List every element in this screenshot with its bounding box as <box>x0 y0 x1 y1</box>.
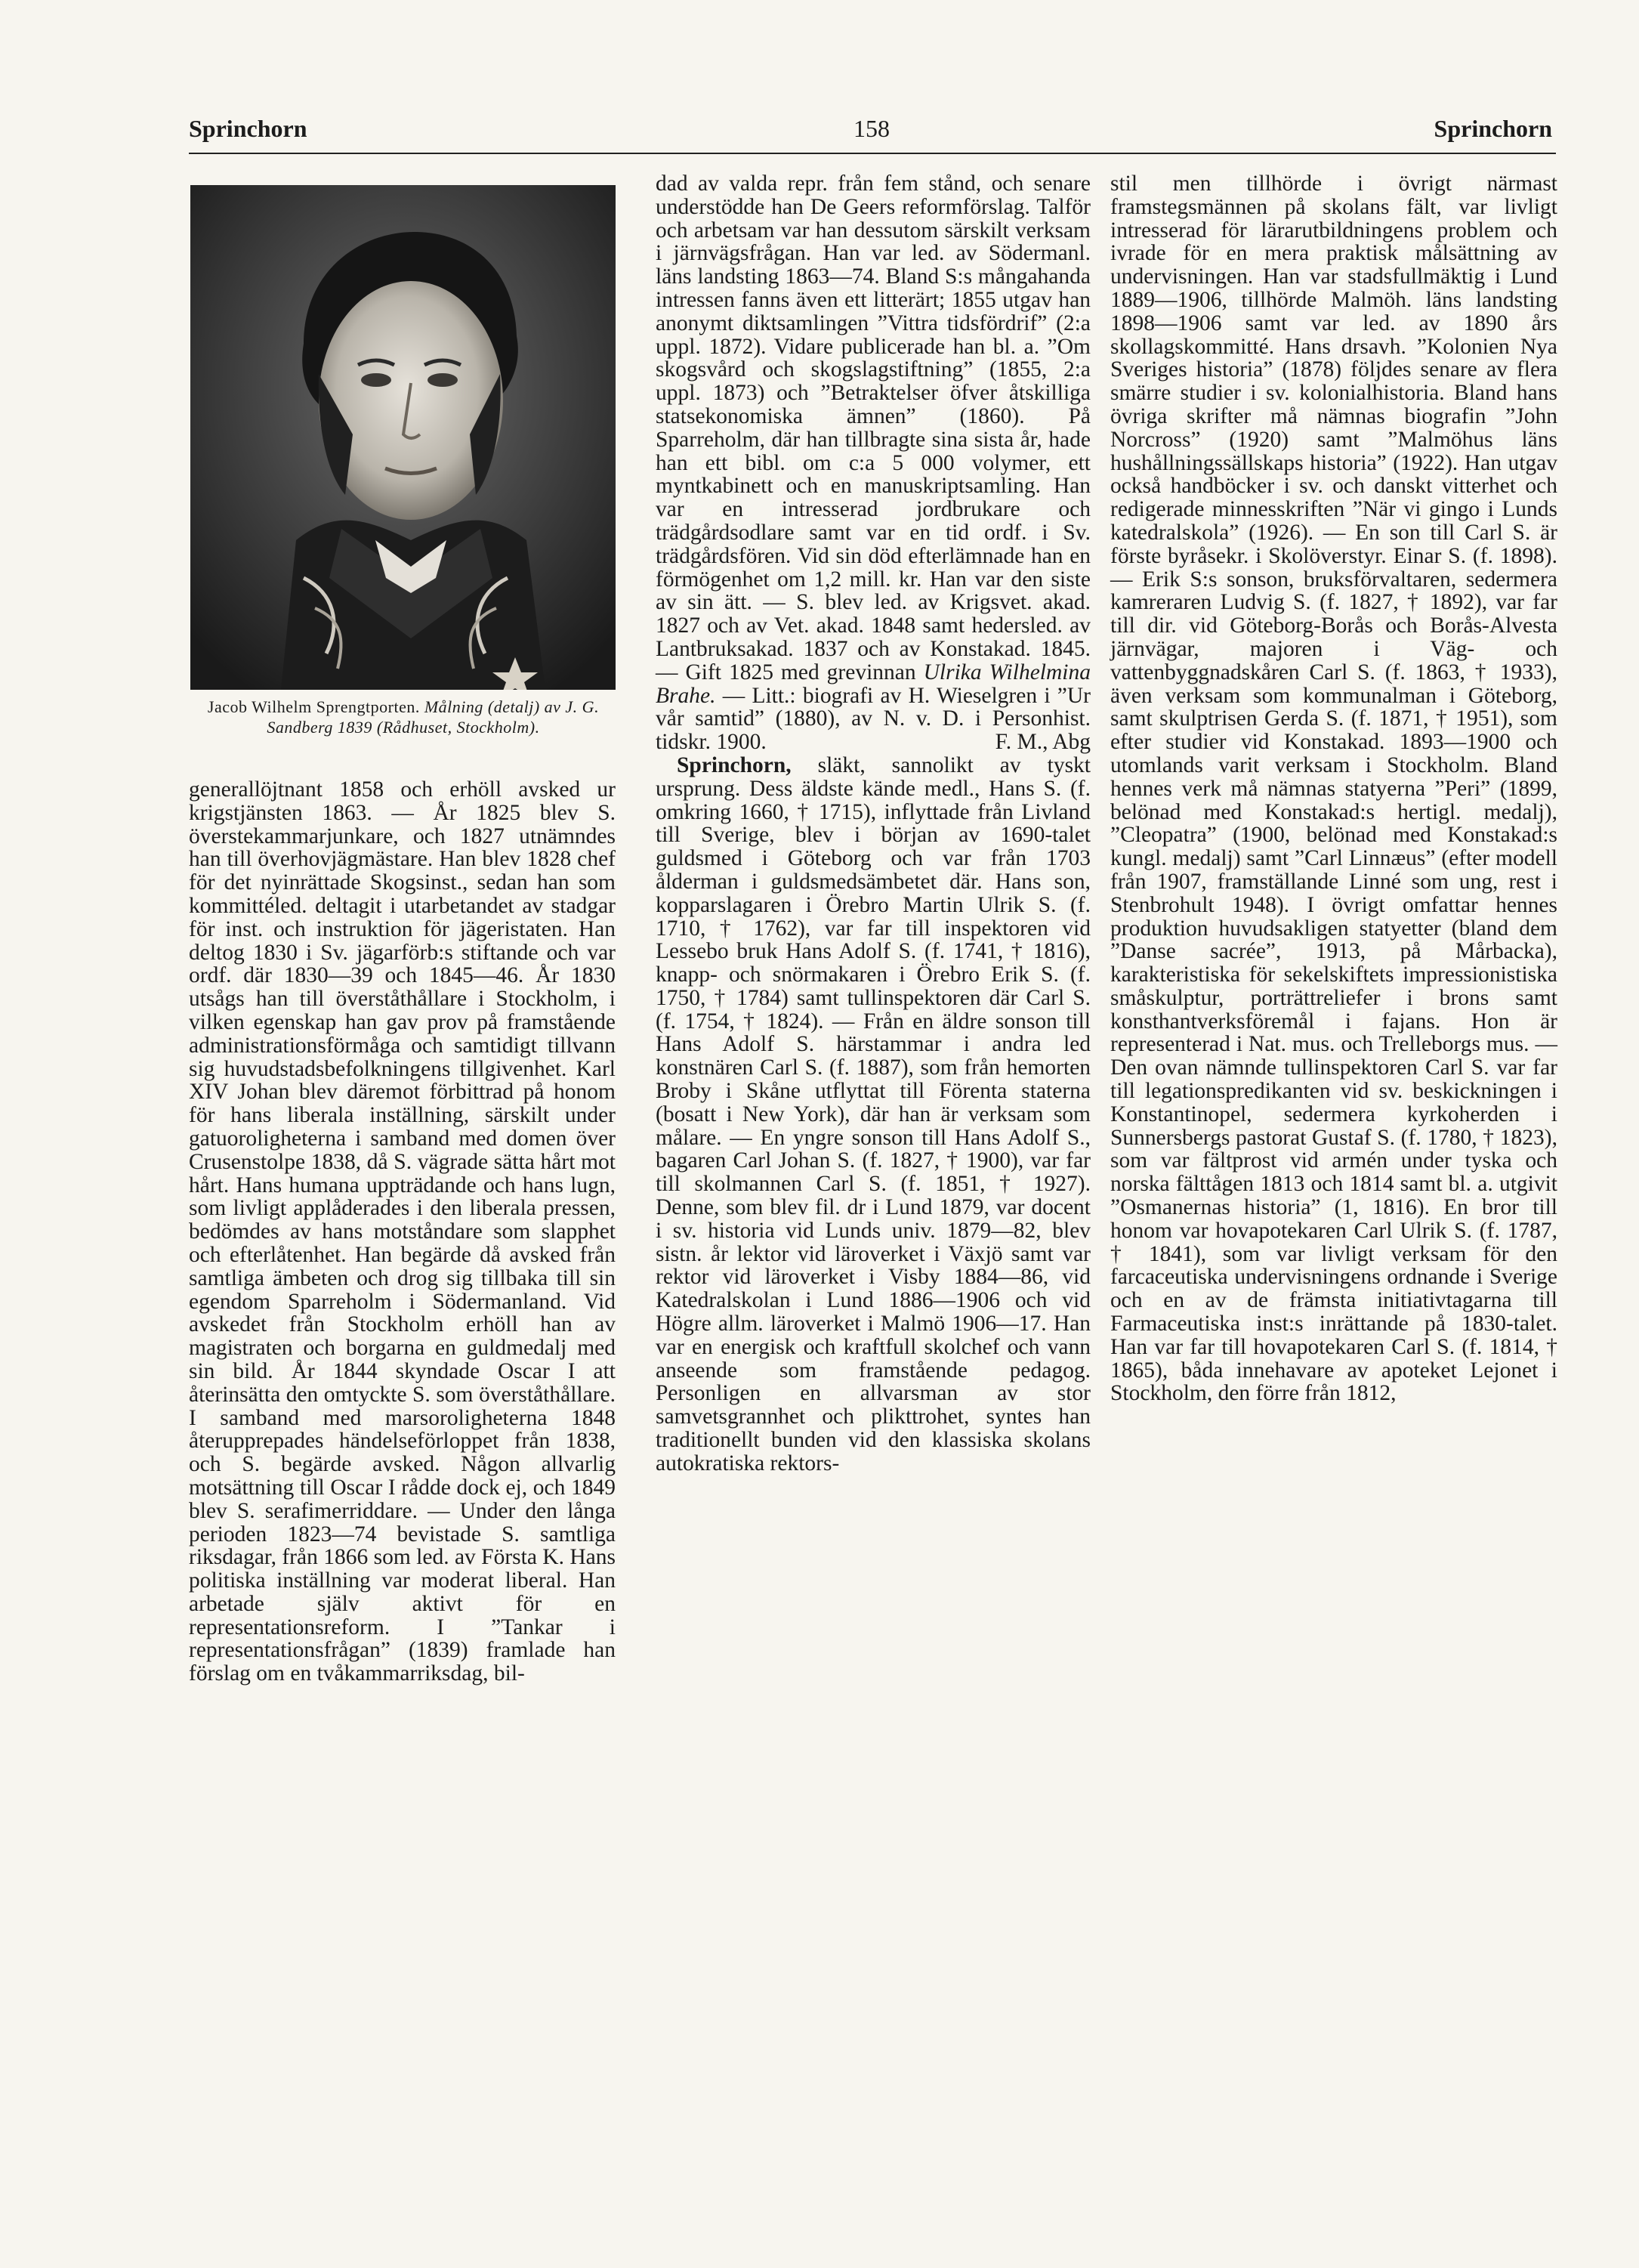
entry-heading: Sprinchorn, <box>677 752 792 777</box>
paragraph-sprengtporten-end <box>656 172 1091 754</box>
paragraph-text: dad av valda repr. från fem stånd, och senare understödde han De Geers reformförslag. Talför och arbetsam var han dessutom särskilt verksam i järnvägsfrågan. Han var led. av Södermanl. läns landsting 1863—74. Bland S:s mångahanda intressen fanns även ett litterärt; 1855 utgav han anonymt diktsamlingen ”Vittra tidsfördrif” (2:a uppl. 1872). Vidare publicerade han bl. a. ”Om skogsvård och skogslagstiftning” (1855, 2:a uppl. 1873) och ”Betraktelser öfver åtskilliga statsekonomiska ämnen” (1860). På Sparreholm, där han tillbragte sina sista år, hade han ett bibl. om c:a 5 000 volymer, ett myntkabinett och en manuskriptsamling. Han var en intresserad jordbrukare och trädgårdsodlare samt var en tid ordf. i Sv. trädgårdsfören. Vid sin död efterlämnade han en förmögenhet om 1,2 mill. kr. Han var den siste av sin ätt. — S. blev led. av Krigsvet. akad. 1827 och av Vet. akad. 1848 samt hedersled. av Lantbruksakad. 1837 och av Konstakad. 1845. — Gift 1825 med grevinnan <box>656 171 1091 684</box>
paragraph-sprinchorn <box>656 754 1091 1475</box>
running-head-left: Sprinchorn <box>189 115 307 142</box>
author-signature: F. M., Abg <box>995 730 1091 755</box>
spouse-name: Ulrika Wilhelmina Brahe. <box>656 660 1091 708</box>
page-number: 158 <box>853 115 890 142</box>
column-3 <box>1110 172 1557 1405</box>
portrait-drawing <box>190 185 616 690</box>
caption-credit: Målning (detalj) av J. G. Sandberg 1839 (Rådhuset, Stockholm). <box>267 697 600 737</box>
running-head-right: Sprinchorn <box>1434 115 1552 142</box>
entry-text: släkt, sannolikt av tyskt ursprung. Dess äldste kände medl., Hans S. (f. omkring 1660, † 1715), inflyttade från Livland till Sverige, blev i början av 1690-talet guldsmed i Göteborg och var från 1703 ålderman i guldsmedsämbetet där. Hans son, kopparslagaren i Örebro Martin Ulrik S. (f. 1710, † 1762), var far till inspektoren vid Lessebo bruk Hans Adolf S. (f. 1741, † 1816), knapp- och snörmakaren i Örebro Erik S. (f. 1750, † 1784) samt tullinspektoren där Carl S. (f. 1754, † 1824). — Från en äldre sonson till Hans Adolf S. härstammar i andra led konstnären Carl S. (f. 1887), som från hemorten Broby i Skåne utflyttat till Förenta staterna (bosatt i New York), där han är verksam som målare. — En yngre sonson till Hans Adolf S., bagaren Carl Johan S. (f. 1827, † 1900), var far till skolmannen Carl S. (f. 1851, † 1927). Denne, som blev fil. dr i Lund 1879, var docent i sv. historia vid Lunds univ. 1879—82, blev sistn. år lektor vid läroverket i Växjö samt var rektor vid läroverket i Visby 1884—86, vid Katedralskolan i Lund 1886—1906 och vid Högre allm. läroverket i Malmö 1906—17. Han var en energisk och kraftfull skolchef och vann anseende som framstående pedagog. Personligen en allvarsman av stor samvetsgrannhet och plikttrohet, syntes han traditionellt bunden vid den klassiska skolans autokratiska rektors- <box>656 752 1091 1475</box>
header-rule <box>189 153 1556 154</box>
literature-note: — Litt.: biografi av H. Wieselgren i ”Ur vår samtid” (1880), av N. v. D. i Personhist. tidskr. 1900. <box>656 683 1091 755</box>
caption-name: Jacob Wilhelm Sprengtporten. <box>207 697 424 716</box>
column-1 <box>189 778 616 1686</box>
portrait-caption <box>189 697 618 737</box>
column-3-text: stil men tillhörde i övrigt närmast framstegsmännen på skolans fält, var livligt intresserad för lärarutbildningens problem och ivrade för en mera praktisk målsättning av undervisningen. Han var stadsfullmäktig i Lund 1889—1906, tillhörde Malmöh. läns landsting 1898—1906 samt var led. av 1890 års skollagskommitté. Hans drsavh. ”Kolonien Nya Sveriges historia” (1878) följdes senare av flera smärre studier i sv. kolonialhistoria. Bland hans övriga skrifter må nämnas biografin ”John Norcross” (1920) samt ”Malmöhus läns hushållningssällskaps historia” (1922). Han utgav också handböcker i sv. och danskt vitterhet och redigerade minnesskriften ”När vi gingo i Lunds katedralskola” (1926). — En son till Carl S. är förste byråsekr. i Skolöverstyr. Einar S. (f. 1898). — Erik S:s sonson, bruksförvaltaren, sedermera kamreraren Ludvig S. (f. 1827, † 1892), var far till dir. vid Göteborg-Borås och Borås-Alvesta järnvägar, majoren i Väg- och vattenbyggnadskåren Carl S. (f. 1863, † 1933), även verksam som kommunalman i Göteborg, samt skulptrisen Gerda S. (f. 1871, † 1951), som efter studier vid Konstakad. 1893—1900 och utomlands varit verksam i Stockholm. Bland hennes verk må nämnas statyerna ”Peri” (1899, belönad med Konstakad:s hertigl. medalj), ”Cleopatra” (1900, belönad med Konstakad:s kungl. medalj) samt ”Carl Linnæus” (efter modell från 1907, framställande Linné som ung, rest i Stenbrohult 1948). I övrigt omfattar hennes produktion huvudsakligen statyetter (bland dem ”Danse sacrée”, 1913, på Mårbacka), karakteristiska för sekelskiftets impressionistiska småskulptur, porträttreliefer i brons samt konsthantverksföremål i fajans. Hon är representerad i Nat. mus. och Trelleborgs mus. — Den ovan nämnde tullinspektoren Carl S. var far till legationspredikanten vid sv. beskickningen i Konstantinopel, sedermera kyrkoherden i Sunnersbergs pastorat Gustaf S. (f. 1780, † 1823), som var fältprost vid armén under tyska och norska fälttågen 1813 och 1814 samt bl. a. utgivit ”Osmanernas historia” (1, 1816). En bror till honom var hovapotekaren Carl Ulrik S. (f. 1787, † 1841), som var livligt verksam för den farcaceutiska undervisningens ordnande i Sverige och en av de främsta initiativtagarna till Farmaceutiska inst:s inrättande på 1830-talet. Han var far till hovapotekaren Carl S. (f. 1814, † 1865), båda innehavare av apoteket Lejonet i Stockholm, den förre från 1812, <box>1110 171 1557 1406</box>
column-1-text: generallöjtnant 1858 och erhöll avsked ur krigstjänsten 1863. — År 1825 blev S. överstekammarjunkare, och 1827 utnämndes han till överhovjägmästare. Han blev 1828 chef för det nyinrättade Skogsinst., sedan han som kommittéled. deltagit i utarbetandet av stadgar för inst. och instruktion för jägeristaten. Han deltog 1830 i Sv. jägarförb:s stiftande och var ordf. där 1830—39 och 1845—46. År 1830 utsågs han till överståthållare i Stockholm, i vilken egenskap han gav prov på framstående administrationsförmåga och samtidigt tillvann sig huvudstadsbefolkningens tillgivenhet. Karl XIV Johan blev däremot förbittrad på honom för hans liberala inställning, särskilt under gatuoroligheterna i samband med domen över Crusenstolpe 1838, då S. vägrade sätta hårt mot hårt. Hans humana uppträdande och hans lugn, som livligt applåderades i den liberala pressen, bedömdes av hans motståndare som slapphet och efterlåtenhet. Han begärde då avsked från samtliga ämbeten och drog sig tillbaka till sin egendom Sparreholm i Södermanland. Vid avskedet från Stockholm erhöll han av magistraten och borgarna en guldmedalj med sin bild. År 1844 skyndade Oscar I att återinsätta den omtyckte S. som överståthållare. I samband med marsoroligheterna 1848 återupprepades händelseförloppet från 1838, och S. begärde avsked. Någon allvarlig motsättning till Oscar I rådde dock ej, och 1849 blev S. serafimerriddare. — Under den långa perioden 1823—74 bevistade S. samtliga riksdagar, från 1866 som led. av Första K. Hans politiska inställning var moderat liberal. Han arbetade själv aktivt för en representationsreform. I ”Tankar i representationsfrågan” (1839) framlade han förslag om en tvåkammarriksdag, bil- <box>189 777 616 1686</box>
column-2 <box>656 172 1091 1475</box>
portrait-image <box>190 185 616 690</box>
